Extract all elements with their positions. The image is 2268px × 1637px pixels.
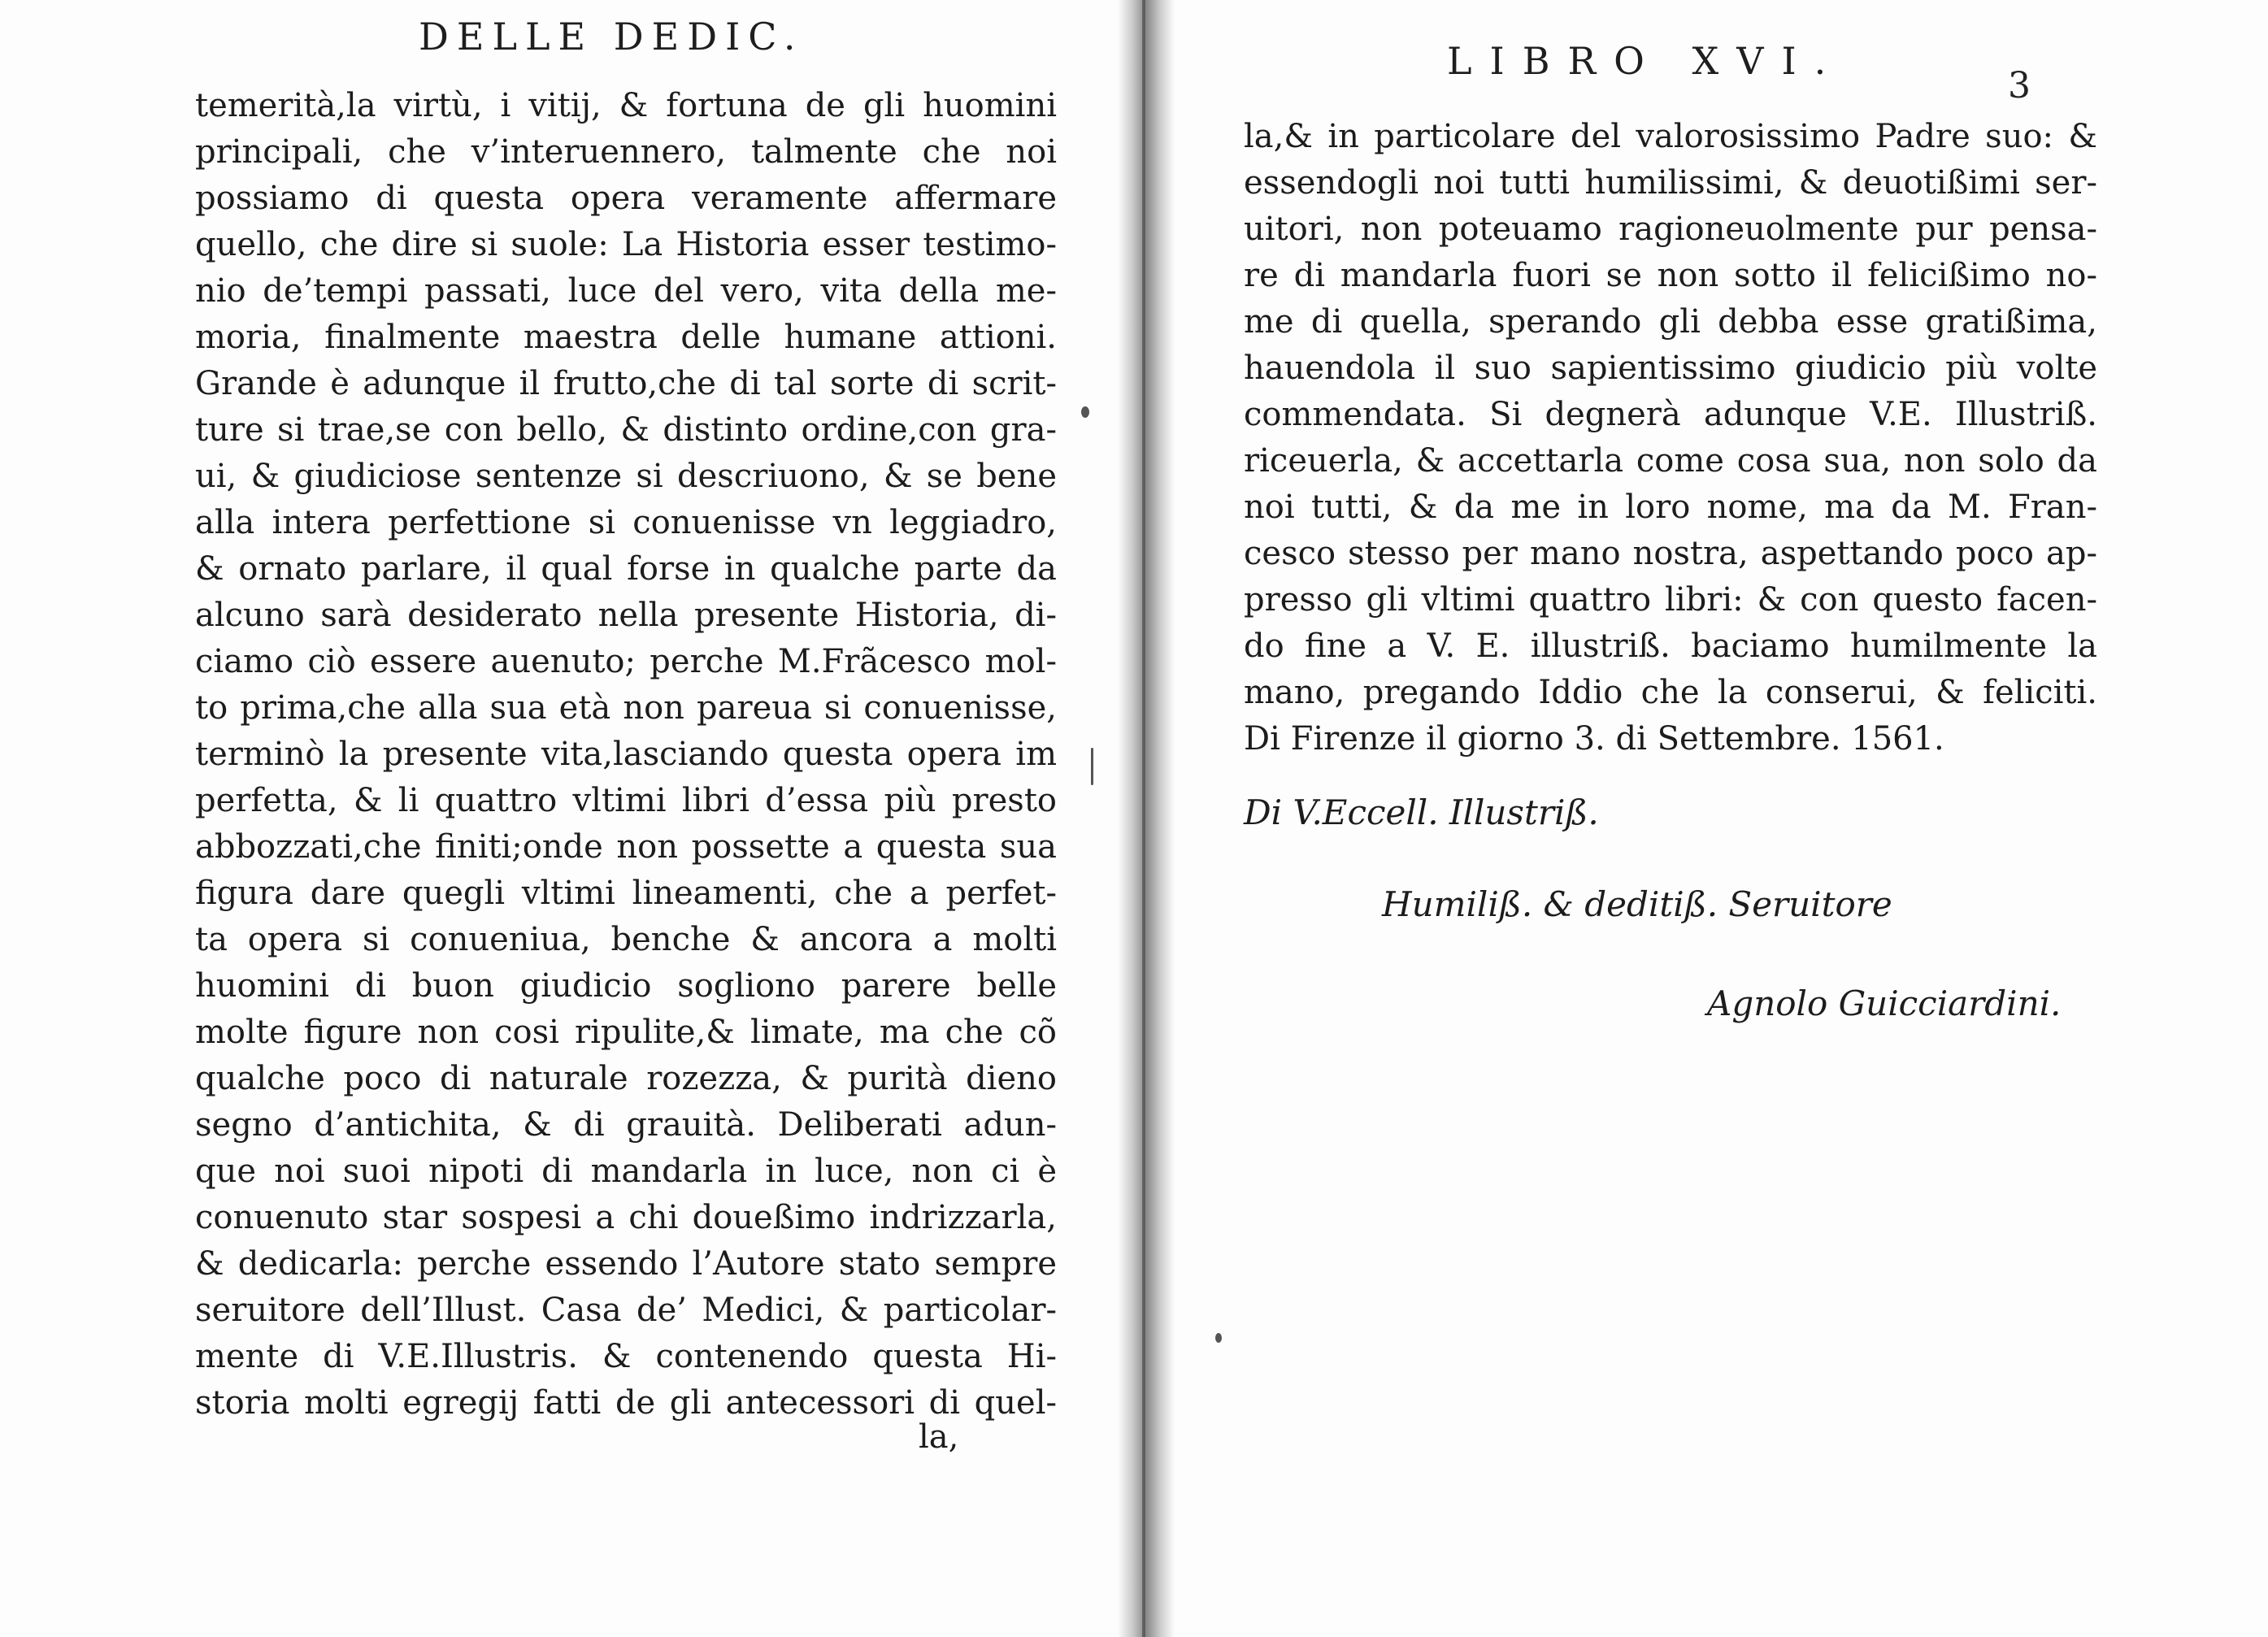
right-body-text: [1244, 114, 2097, 762]
text-line: nio de’tempi passati, luce del vero, vita della me-: [195, 272, 1057, 310]
text-line: to prima,che alla sua età non pareua si conuenisse,: [195, 689, 1057, 727]
scan-speck: [1215, 1333, 1222, 1343]
left-running-head: DELLE DEDIC.: [419, 15, 804, 59]
text-line: hauendola il suo sapientissimo giudicio più volte: [1244, 350, 2097, 387]
text-line: uitori, non poteuamo ragioneuolmente pur pensa-: [1244, 211, 2097, 248]
text-line: mano, pregando Iddio che la conserui, & feliciti.: [1244, 674, 2097, 711]
text-line: mente di V.E.Illustris. & contenendo questa Hi-: [195, 1338, 1057, 1375]
text-line: possiamo di questa opera veramente affermare: [195, 180, 1057, 217]
text-line: & dedicarla: perche essendo l’Autore stato sempre: [195, 1245, 1057, 1283]
text-line: abbozzati,che finiti;onde non possette a questa sua: [195, 828, 1057, 866]
text-line: quello, che dire si suole: La Historia esser testimo-: [195, 226, 1057, 263]
scan-speck: [1081, 406, 1089, 418]
book-gutter-shadow: [1118, 0, 1175, 1637]
text-line: principali, che v’interuennero, talmente che noi: [195, 133, 1057, 171]
text-line: me di quella, sperando gli debba esse gratißima,: [1244, 303, 2097, 341]
text-line: terminò la presente vita,lasciando questa opera im: [195, 736, 1057, 773]
servant-line: Humiliß. & deditiß. Seruitore: [1382, 884, 1892, 924]
text-line: ta opera si conueniua, benche & ancora a molti: [195, 921, 1057, 958]
left-body-text: [195, 83, 1057, 1426]
text-line: la,& in particolare del valorosissimo Padre suo: &: [1244, 118, 2097, 155]
text-line: commendata. Si degnerà adunque V.E. Illustriß.: [1244, 396, 2097, 433]
text-line: storia molti egregij fatti de gli antecessori di quel-: [195, 1384, 1057, 1422]
text-line: molte figure non cosi ripulite,& limate, ma che cõ: [195, 1014, 1057, 1051]
text-line: huomini di buon giudicio sogliono parere belle: [195, 967, 1057, 1005]
text-line: alla intera perfettione si conuenisse vn leggiadro,: [195, 504, 1057, 541]
text-line: do fine a V. E. illustriß. baciamo humilmente la: [1244, 627, 2097, 665]
text-line: & ornato parlare, il qual forse in qualche parte da: [195, 550, 1057, 588]
right-running-head: LIBRO XVI.: [1447, 39, 1844, 83]
text-line: conuenuto star sospesi a chi doueßimo indrizzarla,: [195, 1199, 1057, 1236]
text-line: ciamo ciò essere auenuto; perche M.Frãcesco mol-: [195, 643, 1057, 680]
text-line: segno d’antichita, & di grauità. Deliberati adun-: [195, 1106, 1057, 1144]
page-number: 3: [2008, 65, 2031, 106]
text-line: temerità,la virtù, i vitij, & fortuna de gli huomini: [195, 87, 1057, 124]
text-line: cesco stesso per mano nostra, aspettando poco ap-: [1244, 535, 2097, 572]
text-line: ture si trae,se con bello, & distinto ordine,con gra-: [195, 411, 1057, 449]
book-gutter-fold: [1142, 0, 1145, 1637]
text-line: figura dare quegli vltimi lineamenti, che a perfet-: [195, 875, 1057, 912]
catchword: la,: [919, 1418, 959, 1456]
text-line: riceuerla, & accettarla come cosa sua, non solo da: [1244, 442, 2097, 480]
text-line: re di mandarla fuori se non sotto il felicißimo no-: [1244, 257, 2097, 294]
scan-speck: [1091, 748, 1093, 785]
text-line: ui, & giudiciose sentenze si descriuono, & se bene: [195, 458, 1057, 495]
salutation: Di V.Eccell. Illustriß.: [1244, 792, 1599, 832]
text-line: alcuno sarà desiderato nella presente Historia, di-: [195, 597, 1057, 634]
text-line: Grande è adunque il frutto,che di tal sorte di scrit-: [195, 365, 1057, 402]
text-line: que noi suoi nipoti di mandarla in luce, non ci è: [195, 1153, 1057, 1190]
text-line: noi tutti, & da me in loro nome, ma da M. Fran-: [1244, 488, 2097, 526]
text-line: presso gli vltimi quattro libri: & con questo facen-: [1244, 581, 2097, 619]
signature: Agnolo Guicciardini.: [1707, 984, 2062, 1023]
text-line: essendogli noi tutti humilissimi, & deuotißimi ser-: [1244, 164, 2097, 202]
text-line: qualche poco di naturale rozezza, & purità dieno: [195, 1060, 1057, 1097]
text-line: perfetta, & li quattro vltimi libri d’essa più presto: [195, 782, 1057, 819]
text-line: moria, finalmente maestra delle humane attioni.: [195, 319, 1057, 356]
text-line: seruitore dell’Illust. Casa de’ Medici, & particolar-: [195, 1292, 1057, 1329]
text-line: Di Firenze il giorno 3. di Settembre. 1561.: [1244, 720, 1944, 758]
